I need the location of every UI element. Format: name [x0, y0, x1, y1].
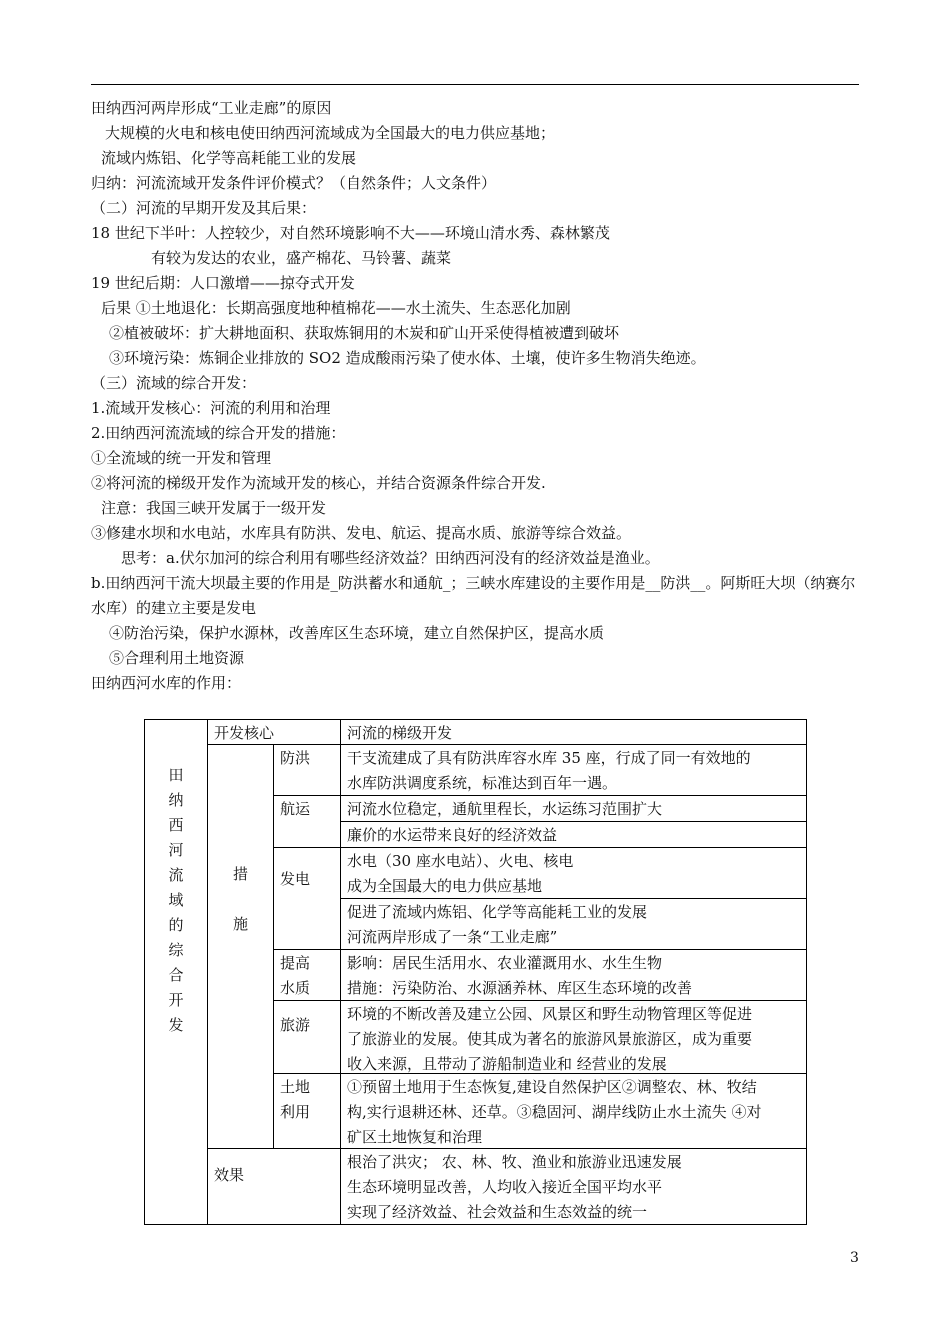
effect-content-cell: 根治了洪灾； 农、林、牧、渔业和旅游业迅速发展 生态环境明显改善，人均收入接近全国平均水平 实现了经济效益、社会效益和生态效益的统一	[340, 1148, 807, 1225]
header-right-cell: 河流的梯级开发	[340, 719, 807, 745]
text-line: 归纳：河流流域开发条件评价模式？（自然条件；人文条件）	[91, 174, 497, 192]
measures-label: 措	[232, 865, 248, 883]
row-label-water-quality: 提高 水质	[273, 950, 340, 1001]
text-line: 田纳西河两岸形成“工业走廊”的原因	[91, 99, 332, 117]
page-number: 3	[850, 1250, 859, 1266]
text-line: 后果 ①土地退化：长期高强度地种植棉花——水土流失、生态恶化加剧	[101, 299, 571, 317]
text-line: 注意：我国三峡开发属于一级开发	[101, 499, 327, 517]
text-line: ③修建水坝和水电站，水库具有防洪、发电、航运、提高水质、旅游等综合效益。	[91, 524, 632, 542]
text-line: 18 世纪下半叶：人控较少，对自然环境影响不大——环境山清水秀、森林繁茂	[91, 224, 610, 242]
effect-label-cell: 效果	[207, 1148, 340, 1225]
measures-label: 施	[232, 915, 248, 933]
text-line: ②植被破坏：扩大耕地面积、获取炼铜用的木炭和矿山开采使得植被遭到破坏	[109, 324, 620, 342]
development-table	[144, 719, 807, 1225]
text-line: 1.流域开发核心：河流的利用和治理	[91, 399, 331, 417]
table-title-vertical: 田 纳 西 河 流 域 的 综 合 开 发	[168, 766, 184, 1034]
row-label-tourism: 旅游	[273, 1001, 340, 1074]
section-heading: （三）流域的综合开发：	[91, 374, 257, 392]
row-content-power-1: 水电（30 座水电站）、火电、核电 成为全国最大的电力供应基地	[340, 848, 807, 899]
text-line: ③环境污染：炼铜企业排放的 SO2 造成酸雨污染了使水体、土壤，使许多生物消失绝迹。	[109, 349, 706, 367]
row-content-land-use: ①预留土地用于生态恢复,建设自然保护区②调整农、林、牧结 构,实行退耕还林、还草。③稳固河、湖岸线防止水土流失 ④对 矿区土地恢复和治理	[340, 1074, 807, 1148]
header-left-cell: 开发核心	[207, 719, 340, 745]
row-content-shipping-1: 河流水位稳定，通航里程长，水运练习范围扩大	[340, 796, 807, 822]
text-line: b.田纳西河干流大坝最主要的作用是_防洪蓄水和通航_；三峡水库建设的主要作用是__防洪__。阿斯旺大坝（纳赛尔水库）的建立主要是发电	[91, 574, 856, 617]
text-line: 田纳西河水库的作用：	[91, 674, 242, 692]
text-line: 有较为发达的农业，盛产棉花、马铃薯、蔬菜	[151, 249, 452, 267]
text-line: 19 世纪后期：人口激增——掠夺式开发	[91, 274, 355, 292]
row-label-flood: 防洪	[273, 745, 340, 796]
row-label-shipping: 航运	[273, 796, 340, 848]
text-line: 思考：a.伏尔加河的综合利用有哪些经济效益？田纳西河没有的经济效益是渔业。	[121, 549, 660, 567]
row-content-tourism: 环境的不断改善及建立公园、风景区和野生动物管理区等促进 了旅游业的发展。使其成为著名的旅游风景旅游区，成为重要 收入来源，且带动了游船制造业和 经营业的发展	[340, 1001, 807, 1074]
table-title-cell	[144, 719, 207, 1225]
header-rule	[91, 84, 859, 85]
row-content-shipping-2: 廉价的水运带来良好的经济效益	[340, 822, 807, 848]
row-content-power-2: 促进了流域内炼铝、化学等高能耗工业的发展 河流两岸形成了一条“工业走廊”	[340, 899, 807, 950]
text-line: ④防治污染，保护水源林，改善库区生态环境，建立自然保护区，提高水质	[109, 624, 605, 642]
row-label-land-use: 土地 利用	[273, 1074, 340, 1148]
text-line: ⑤合理利用土地资源	[109, 649, 245, 667]
text-line: 大规模的火电和核电使田纳西河流域成为全国最大的电力供应基地；	[105, 124, 556, 142]
text-line: 流域内炼铝、化学等高耗能工业的发展	[101, 149, 357, 167]
row-label-power: 发电	[273, 848, 340, 950]
row-content-flood: 干支流建成了具有防洪库容水库 35 座，行成了同一有效地的 水库防洪调度系统，标准达到百年一遇。	[340, 745, 807, 796]
measures-label-cell	[207, 745, 273, 1148]
row-content-water-quality: 影响：居民生活用水、农业灌溉用水、水生生物 措施：污染防治、水源涵养林、库区生态环境的改善	[340, 950, 807, 1001]
body-text	[91, 96, 861, 696]
text-line: ①全流域的统一开发和管理	[91, 449, 272, 467]
text-line: ②将河流的梯级开发作为流域开发的核心，并结合资源条件综合开发.	[91, 474, 546, 492]
text-line: 2.田纳西河流流域的综合开发的措施：	[91, 424, 346, 442]
section-heading: （二）河流的早期开发及其后果：	[91, 199, 317, 217]
